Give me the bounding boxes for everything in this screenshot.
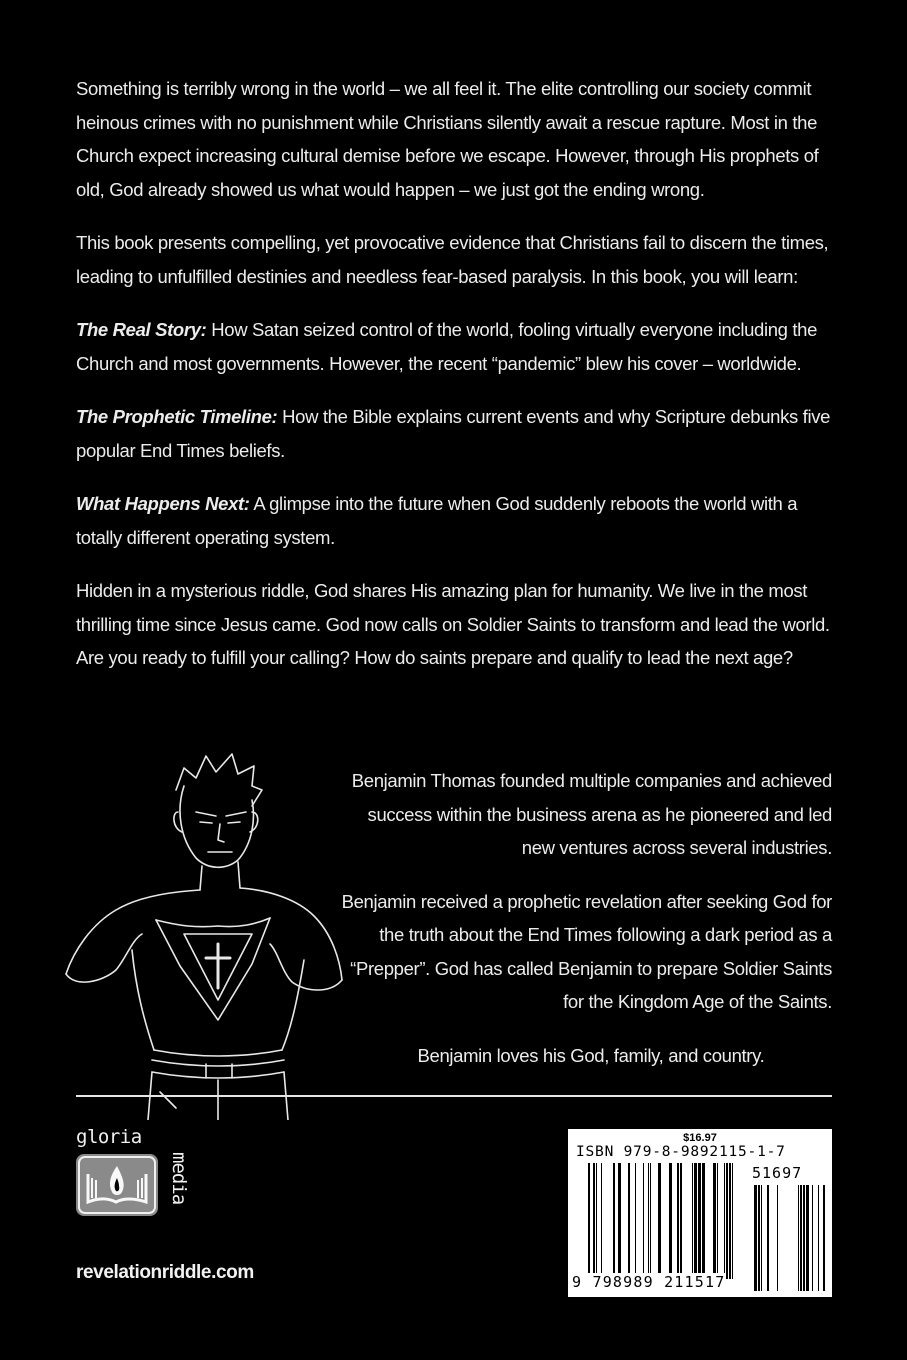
barcode-bar	[593, 1163, 595, 1279]
isbn-barcode	[568, 1129, 832, 1297]
barcode-bar	[724, 1163, 725, 1279]
barcode-bar	[717, 1163, 718, 1279]
barcode-bar	[692, 1163, 693, 1279]
bio-paragraph-3: Benjamin loves his God, family, and country.	[417, 1044, 765, 1066]
barcode-bar	[823, 1185, 825, 1291]
author-bio	[330, 764, 832, 1092]
book-flame-icon	[76, 1154, 158, 1216]
ean-digits: 9 798989 211517	[572, 1273, 726, 1291]
barcode-bar	[669, 1163, 672, 1279]
section-text: A glimpse into the future when God suddenly reboots the world with a totally different operating system.	[76, 493, 798, 548]
barcode-bar	[698, 1163, 701, 1279]
barcode-bar	[767, 1185, 769, 1291]
intro-paragraph-1: Something is terribly wrong in the world – we all feel it. The elite controlling our society commit heinous crimes with no punishment while Christians silently await a rescue rapture. Most in the Church expect increasing cultural demise before we escape. However, through His prophets of old, God already showed us what would happen – we just got the ending wrong.	[76, 78, 819, 200]
barcode-bar	[800, 1185, 802, 1291]
barcode-bar	[803, 1185, 805, 1291]
author-illustration	[56, 720, 356, 1120]
website-url[interactable]: revelationriddle.com	[76, 1262, 254, 1283]
barcode-bar	[798, 1185, 799, 1291]
barcode-bar	[702, 1163, 705, 1279]
barcode-bar	[680, 1163, 682, 1279]
price-label: $16.97	[683, 1132, 717, 1144]
divider	[76, 1095, 832, 1097]
section-lead: What Happens Next:	[76, 493, 250, 514]
section-lead: The Real Story:	[76, 319, 207, 340]
description-text	[76, 72, 846, 695]
barcode-bar	[732, 1163, 733, 1279]
barcode-bar	[761, 1185, 762, 1291]
bio-paragraph-2: Benjamin received a prophetic revelation after seeking God for the truth about the End Times following a dark period as a “Prepper”. God has called Benjamin to prepare Soldier Saints for the Kingdom Age of the Saints.	[341, 890, 832, 1012]
barcode-bar	[754, 1185, 757, 1291]
barcode-bar	[648, 1163, 649, 1279]
barcode-bar	[613, 1163, 615, 1279]
isbn-text: ISBN 979-8-9892115-1-7	[576, 1144, 786, 1160]
barcode-bar	[777, 1185, 778, 1291]
addon-digits: 51697	[752, 1164, 803, 1182]
intro-paragraph-3: Hidden in a mysterious riddle, God shares His amazing plan for humanity. We live in the most thrilling time since Jesus came. God now calls on Soldier Saints to transform and lead the world. Are you ready to fulfill your calling? How do saints prepare and qualify to lead the next age?	[76, 580, 830, 668]
barcode-bar	[812, 1185, 813, 1291]
section-text: How Satan seized control of the world, fooling virtually everyone including the Church and most governments. However, the recent “pandemic” blew his cover – worldwide.	[76, 319, 818, 374]
barcode-bar	[643, 1163, 644, 1279]
barcode-bar	[818, 1185, 819, 1291]
intro-paragraph-2: This book presents compelling, yet provocative evidence that Christians fail to discern the times, leading to unfulfilled destinies and needless fear-based paralysis. In this book, you will learn:	[76, 232, 829, 287]
barcode-bar	[713, 1163, 716, 1279]
barcode-bar	[806, 1185, 809, 1291]
barcode-bar	[758, 1185, 760, 1291]
bio-paragraph-1: Benjamin Thomas founded multiple companies and achieved success within the business arena as he pioneered and led new ventures across several industries.	[351, 770, 832, 858]
barcode-bar	[618, 1163, 621, 1279]
barcode-bar	[635, 1163, 636, 1279]
barcode-bar	[601, 1163, 602, 1279]
barcode-bar	[650, 1163, 651, 1279]
barcode-bar	[694, 1163, 697, 1279]
barcode-bar	[628, 1163, 630, 1279]
publisher-name-gloria: gloria	[76, 1126, 142, 1148]
section-lead: The Prophetic Timeline:	[76, 406, 278, 427]
publisher-logo	[76, 1122, 190, 1222]
section-real-story	[76, 313, 846, 380]
barcode-bar	[726, 1163, 728, 1279]
barcode-bar	[677, 1163, 679, 1279]
section-what-happens-next	[76, 487, 846, 554]
section-text: How the Bible explains current events and why Scripture debunks five popular End Times beliefs.	[76, 406, 831, 461]
barcode-bar	[729, 1163, 731, 1279]
section-prophetic-timeline	[76, 400, 846, 467]
barcode-bar	[588, 1163, 590, 1279]
barcode-bar	[596, 1163, 597, 1279]
barcode-bar	[658, 1163, 661, 1279]
publisher-name-media: media	[168, 1152, 190, 1205]
